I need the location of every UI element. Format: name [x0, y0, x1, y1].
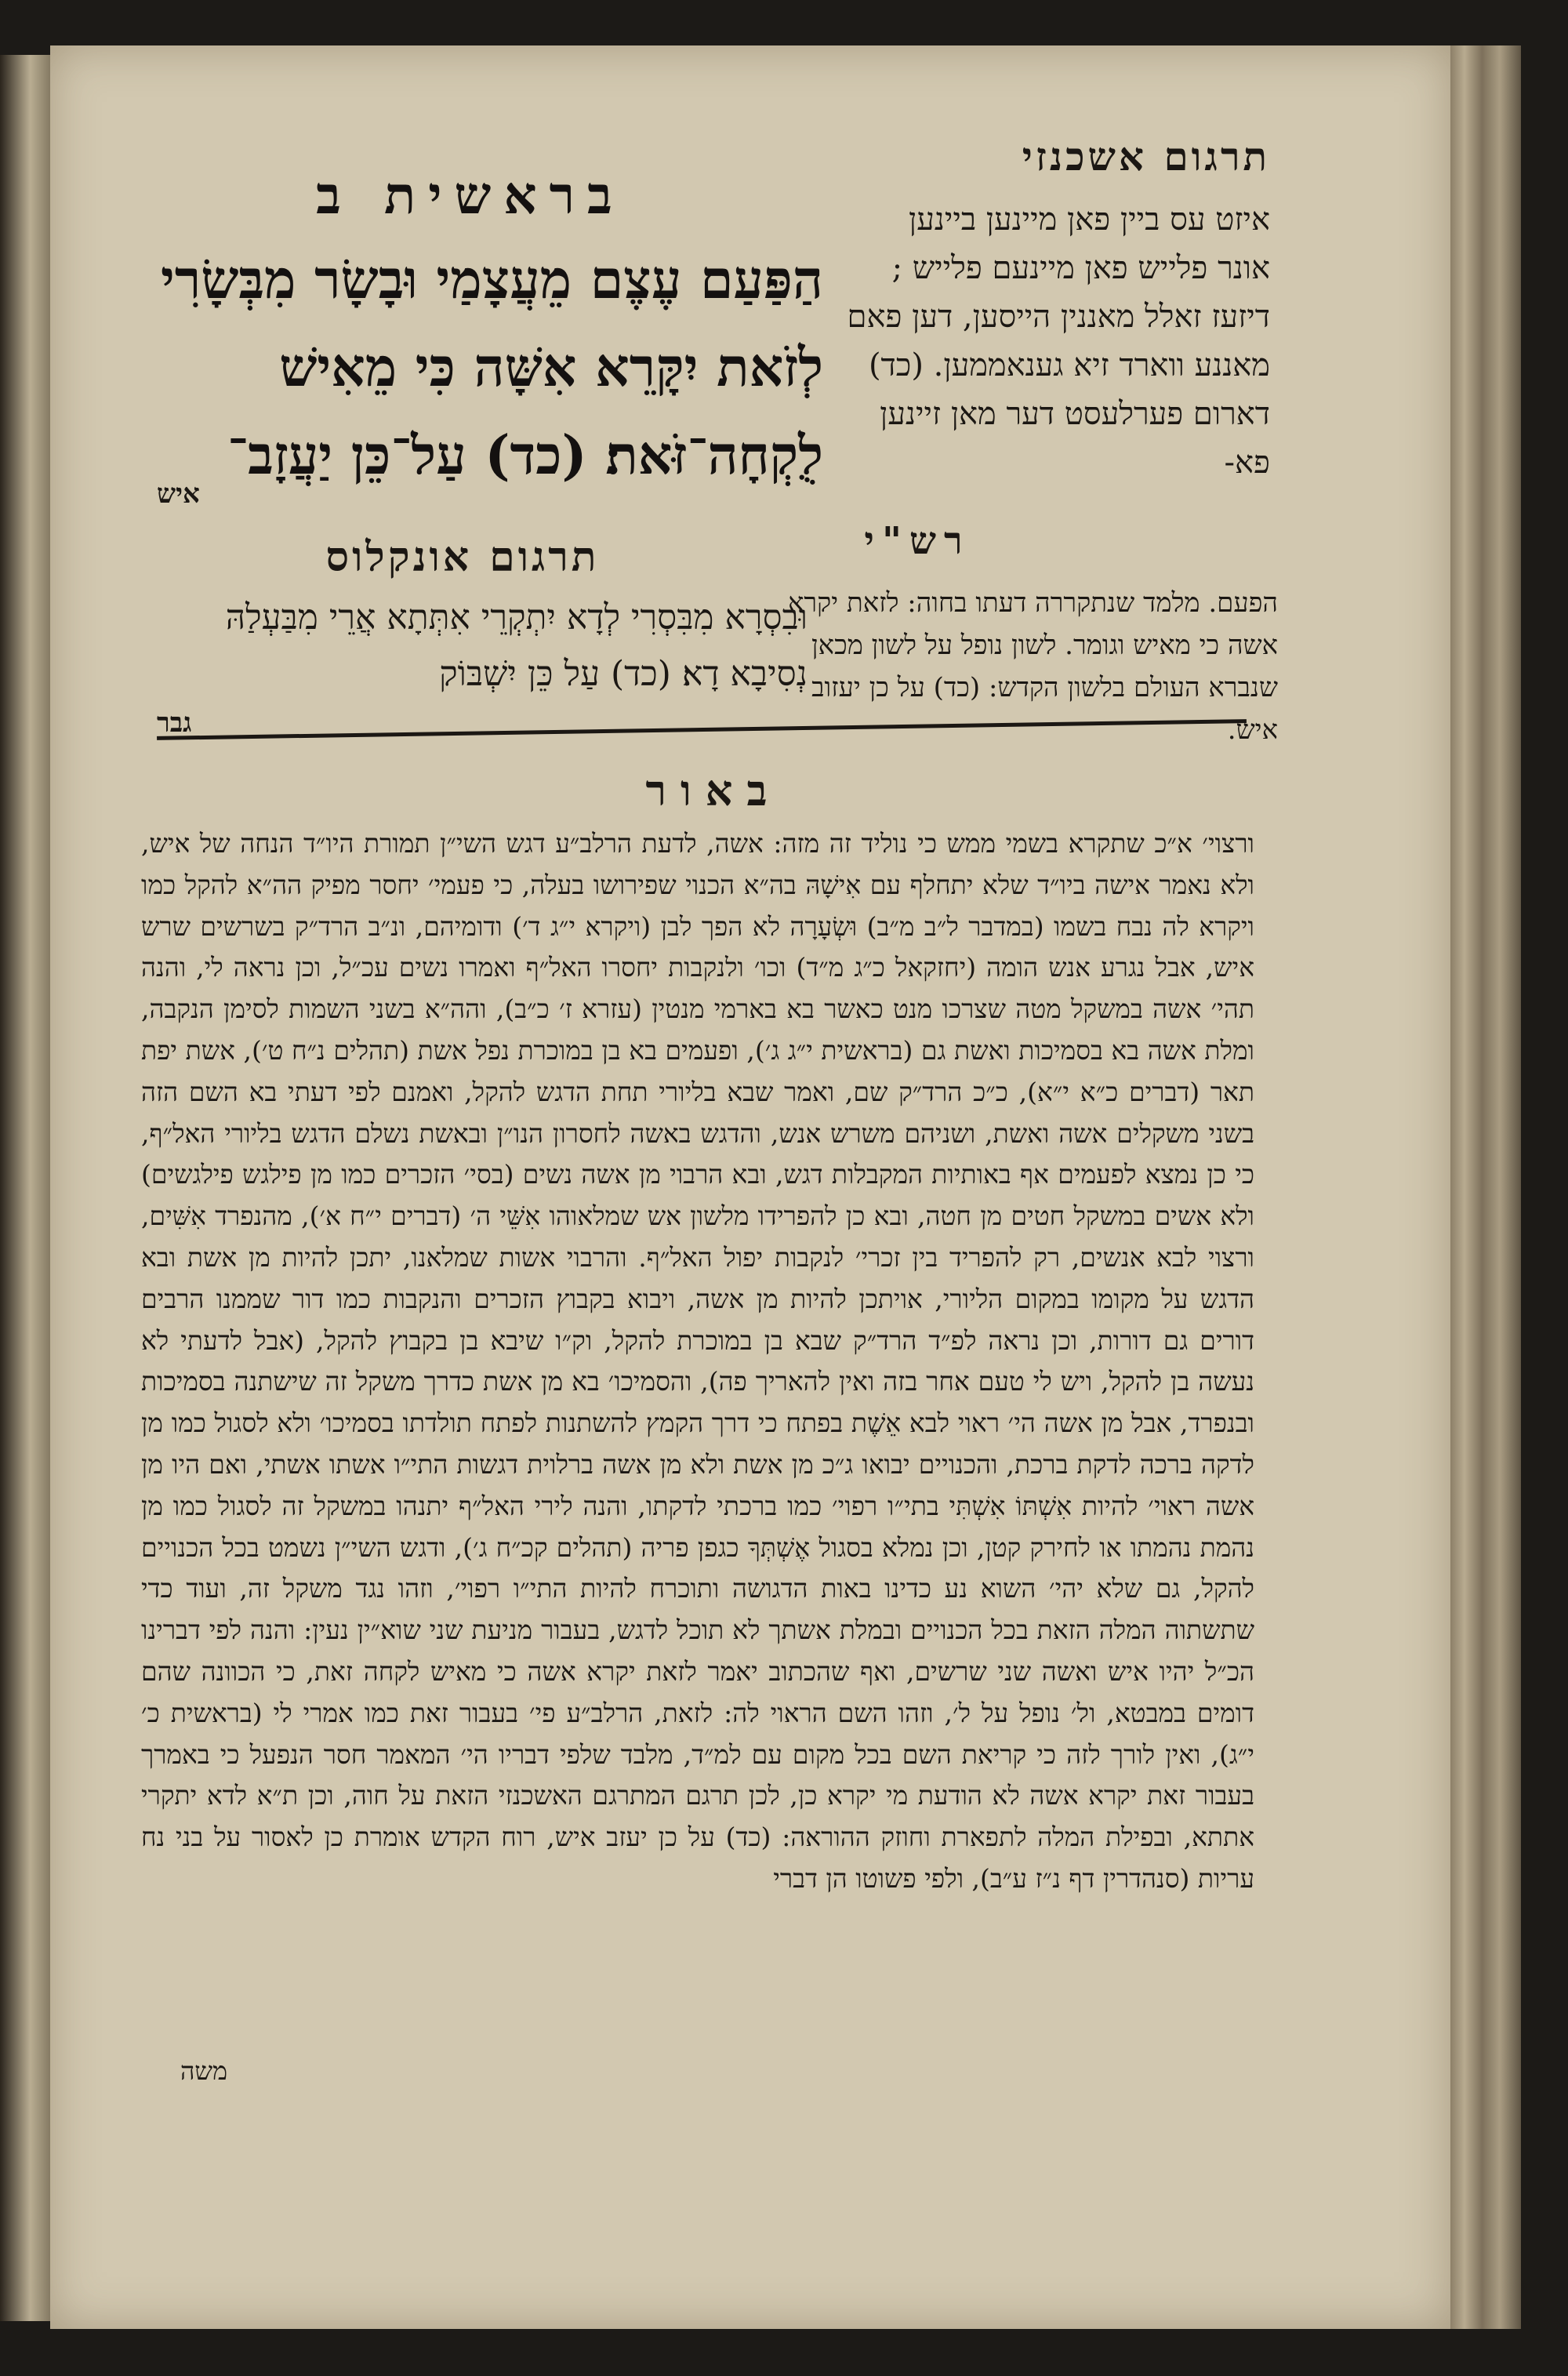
onkelos-text: וּבִסְרָא מִבִּסְרִי לְדָא יִתְקְרֵי אִתְּתָא אֲרֵי מִבַּעְלַהּ נְסִיבָא דָא׃ (כד) עַל כֵּן יִשְׁבּוֹק — [225, 598, 808, 694]
targum-ashkenazi-column — [847, 133, 1270, 487]
targum-ashkenazi-text: איזט עס ביין פאן מיינען ביינען אונר פלייש פאן מיינעם פלייש ; דיזעז זאלל מאננין הייסען, דען פאם מאננע ווארד זיא גענאממען. (כד) דארום פערלעסט דער מאן זיינען פא- — [847, 202, 1270, 481]
onkelos-title: תרגום אונקלוס — [325, 533, 600, 581]
biur-commentary-text: ורצוי׳ א״כ שתקרא בשמי ממש כי נוליד זה מזה: אשה, לדעת הרלב״ע דגש השי״ן תמורת היו״ד הנחה של איש, ולא נאמר אישה ביו״ד שלא יתחלף עם אִישָׁהּ בה״א הכנוי שפירושו בעלה, כי פעמי׳ יחסר מפיק הה״א להקל כמו ויקרא לה נבח בשמו (במדבר ל״ב מ״ב) וּשְׂעָרָה לא הפך לבן (ויקרא י״ג ד׳) ודומיהם, ונ״ב הרד״ק בשרשים שרש איש, אבל נגרע אנש הומה (יחזקאל כ״ג מ״ד) וכו׳ ולנקבות יחסרו האל״ף ואמרו נשים עכ״ל, וכן נראה לי, והנה תהי׳ אשה במשקל מטה שצרכו מנט כאשר בא בארמי מנטין (עזרא ז׳ כ״ב), והה״א בשני השמות לסימן הנקבה, ומלת אשה בא בסמיכות ואשת גם (בראשית י״ג ג׳), ופעמים בא בן במוכרת נפל אשת (תהלים נ״ח ט׳), אשת יפת תאר (דברים כ״א י״א), כ״כ הרד״ק שם, ואמר שבא בליורי תחת הדגש להקל, ואמנם לפי דעתי בא השם הזה בשני משקלים אשה ואשת, ושניהם משרש אנש, והדגש באשה לחסרון הנו״ן ובאשת נשלם הדגש בליורי האל״ף, כי כן נמצא לפעמים אף באותיות המקבלות דגש, ובא הרבוי מן אשה נשים (בסי׳ הזכרים כמו מן פילגש פילגשים) ולא אשים במשקל חטים מן חטה, ובא כן להפרידו מלשון אש שמלאוהו אִשֵּׁי ה׳ (דברים י״ח א׳), מהנפרד אִשִּׁים, ורצוי לבא אנשים, רק להפריד בין זכרי׳ לנקבות יפול האל״ף. והרבוי אשות שמלאנו, יתכן להיות מן אשת ובא הדגש על מקומו במקום הליורי, אויתכן להיות מן אשה, ויבוא בקבוץ הזכרים והנקבות כמו דור שממנו הרבים דורים גם דורות, וכן נראה לפ״ד הרד״ק שבא בן במוכרת להקל, וק״ו שיבא בן בקבוץ להקל, (אבל לדעתי לא נעשה בן להקל, ויש לי טעם אחר בזה ואין להאריך פה), והסמיכו׳ בא מן אשת כדרך משקל זה שישתנה בסמיכות ובנפרד, אבל מן אשה הי׳ ראוי לבא אֵשֶׁת בפתח כי דרך הקמץ להשתנות לפתח תולדתו בסמיכו׳ ולא לסגול כמו מן לדקה ברכה לדקת ברכת, והכנויים יבואו ג״כ מן אשת ולא מן אשה ברלוית דגשות התי״ו אשתו אשתי, ואם היו מן אשה ראוי׳ להיות אִשְׁתּוֹ אִשְׁתִּי בתי״ו רפוי׳ כמו ברכתי לדקתו, והנה לירי האל״ף יתנהו במשקל זה לסגול כמו מן נהמת נהמתו או לחירק קטן, וכן נמלא בסגול אֶשְׁתְּךָ כגפן פריה (תהלים קכ״ח ג׳), ודגש השי״ן נשמט בכל הכנויים להקל, גם שלא יהי׳ השוא נע כדינו באות הדגושה ותוכרח להיות התי״ו רפוי׳, וזהו נגד משקל זה, ועוד כדי שתשתוה המלה הזאת בכל הכנויים ובמלת אשתך לא תוכל לדגש, בעבור מניעת שני שוא״ין נעין: והנה לפי דברינו הכ״ל יהיו איש ואשה שני שרשים, ואף שהכתוב יאמר לזאת יקרא אשה כי מאיש לקחה זאת, כי הכוונה שהם דומים במבטא, ול׳ נופל על ל׳, וזהו השם הראוי לה: לזאת, הרלב״ע פי׳ בעבור זאת כמו אמרי לי (בראשית כ׳ י״ג), ואין לורך לזה כי קריאת השם בכל מקום עם למ״ד, מלבד שלפי דבריו הי׳ המאמר חסר הנפעל כי באמרך בעבור זאת יקרא אשה לא הודעת מי יקרא כן, לכן תרגם המתרגם האשכנזי הזאת על חוה, וכן ת״א לדא יתקרי אתתא, ובפילת המלה לתפארת וחוזק ההוראה: (כד) על כן יעזב איש, רוח הקדש אומרת כן לאסור על בני נח עריות (סנהדרין דף נ״ז ע״ב), ולפי פשוטו הן דברי — [141, 828, 1254, 1894]
bereshit-catchword: איש — [157, 478, 200, 510]
bereshit-column — [118, 165, 823, 500]
onkelos-catchword: גבר — [157, 707, 192, 739]
targum-ashkenazi-title: תרגום אשכנזי — [1022, 133, 1270, 180]
book-page-stack-edge — [1450, 45, 1521, 2329]
rashi-title: רש"י — [864, 519, 971, 563]
page-title: בראשית ב — [316, 165, 625, 226]
biur-title: באור — [645, 765, 782, 816]
biur-catchword: משה — [180, 2056, 228, 2086]
bereshit-verse-text: הַפַּעַם עֶצֶם מֵעֲצָמַי וּבָשָׂר מִבְּשָׂרִי לְזֹאת יִקָּרֵא אִשָּׁה כִּי מֵאִישׁ לֻקְחָה־זֹּאת׃ (כד) עַל־כֵּן יַעֲזָב־ — [161, 249, 823, 487]
book-left-edge — [0, 55, 50, 2321]
rashi-text: הפעם. מלמד שנתקררה דעתו בחוה: לזאת יקרא אשה כי מאיש וגומר. לשון נופל על לשון מכאן שנברא העולם בלשון הקדש: (כד) על כן יעזוב איש. — [787, 587, 1278, 746]
